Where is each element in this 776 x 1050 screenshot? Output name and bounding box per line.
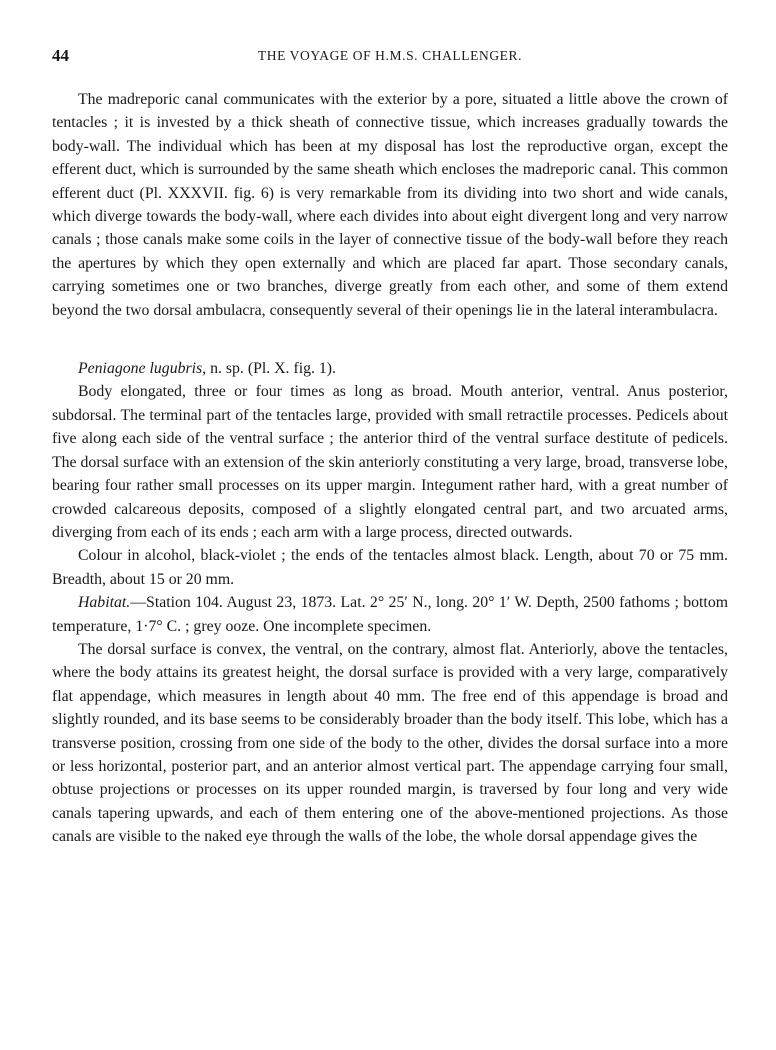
paragraph-habitat: [52, 591, 728, 638]
species-reference: n. sp. (Pl. X. fig. 1).: [206, 360, 337, 378]
paragraph-description: Body elongated, three or four times as long as broad. Mouth anterior, ventral. Anus posterior, subdorsal. The terminal part of the tentacles large, provided with small retractile processes. Pedicels about five along each side of the ventral surface ; the anterior third of the ventral surface destitute of pedicels. The dorsal surface with an extension of the skin anteriorly constituting a very large, broad, transverse lobe, bearing four rather small processes on its upper margin. Integument rather hard, with a great number of crowded calcareous deposits, composed of a slightly elongated central part, and two arcuated arms, diverging from each of its ends ; each arm with a large process, directed outwards.: [52, 383, 728, 541]
running-title: THE VOYAGE OF H.M.S. CHALLENGER.: [257, 48, 523, 63]
page-header: [52, 46, 728, 70]
species-name: Peniagone lugubris,: [78, 360, 207, 378]
paragraph-dorsal-surface: The dorsal surface is convex, the ventral, on the contrary, almost flat. Anteriorly, above the tentacles, where the body attains its greatest height, the dorsal surface is provided with a very large, comparatively flat appendage, which measures in length about 40 mm. The free end of this appendage is broad and slightly rounded, and its base seems to be considerably broader than the body itself. This lobe, which has a transverse position, crossing from one side of the body to the other, divides the dorsal surface into a more or less horizontal, posterior part, and an anterior almost vertical part. The appendage carrying four small, obtuse projections or processes on its upper rounded margin, is traversed by four long and very wide canals tapering upwards, and each of them entering one of the above-mentioned projections. As those canals are visible to the naked eye through the walls of the lobe, the whole dorsal appendage gives the: [52, 640, 728, 846]
page-number: 44: [52, 46, 69, 65]
paragraph-madreporic-canal: The madreporic canal communicates with the exterior by a pore, situated a little above the crown of tentacles ; it is invested by a thick sheath of connective tissue, which increases gradually towards the body-wall. The individual which has been at my disposal has lost the reproductive organ, except the efferent duct, which is surrounded by the same sheath which encloses the madreporic canal. This common efferent duct (Pl. XXXVII. fig. 6) is very remarkable from its dividing into two short and wide canals, which diverge towards the body-wall, where each divides into about eight divergent long and very narrow canals ; those canals make some coils in the layer of connective tissue of the body-wall before they reach the apertures by which they open externally and which are placed far apart. Those secondary canals, carrying sometimes one or two branches, diverge greatly from each other, and some of them extend beyond the two dorsal ambulacra, consequently several of their openings lie in the lateral interambulacra.: [52, 91, 728, 319]
habitat-text: —Station 104. August 23, 1873. Lat. 2° 25′ N., long. 20° 1′ W. Depth, 2500 fathoms ; bottom temperature, 1·7° C. ; grey ooze. One incomplete specimen.: [52, 594, 728, 635]
species-heading: [52, 357, 728, 380]
paragraph-colour: Colour in alcohol, black-violet ; the ends of the tentacles almost black. Length, about 70 or 75 mm. Breadth, about 15 or 20 mm.: [52, 547, 728, 588]
body-text: [52, 88, 728, 849]
habitat-label: Habitat.: [78, 594, 131, 612]
